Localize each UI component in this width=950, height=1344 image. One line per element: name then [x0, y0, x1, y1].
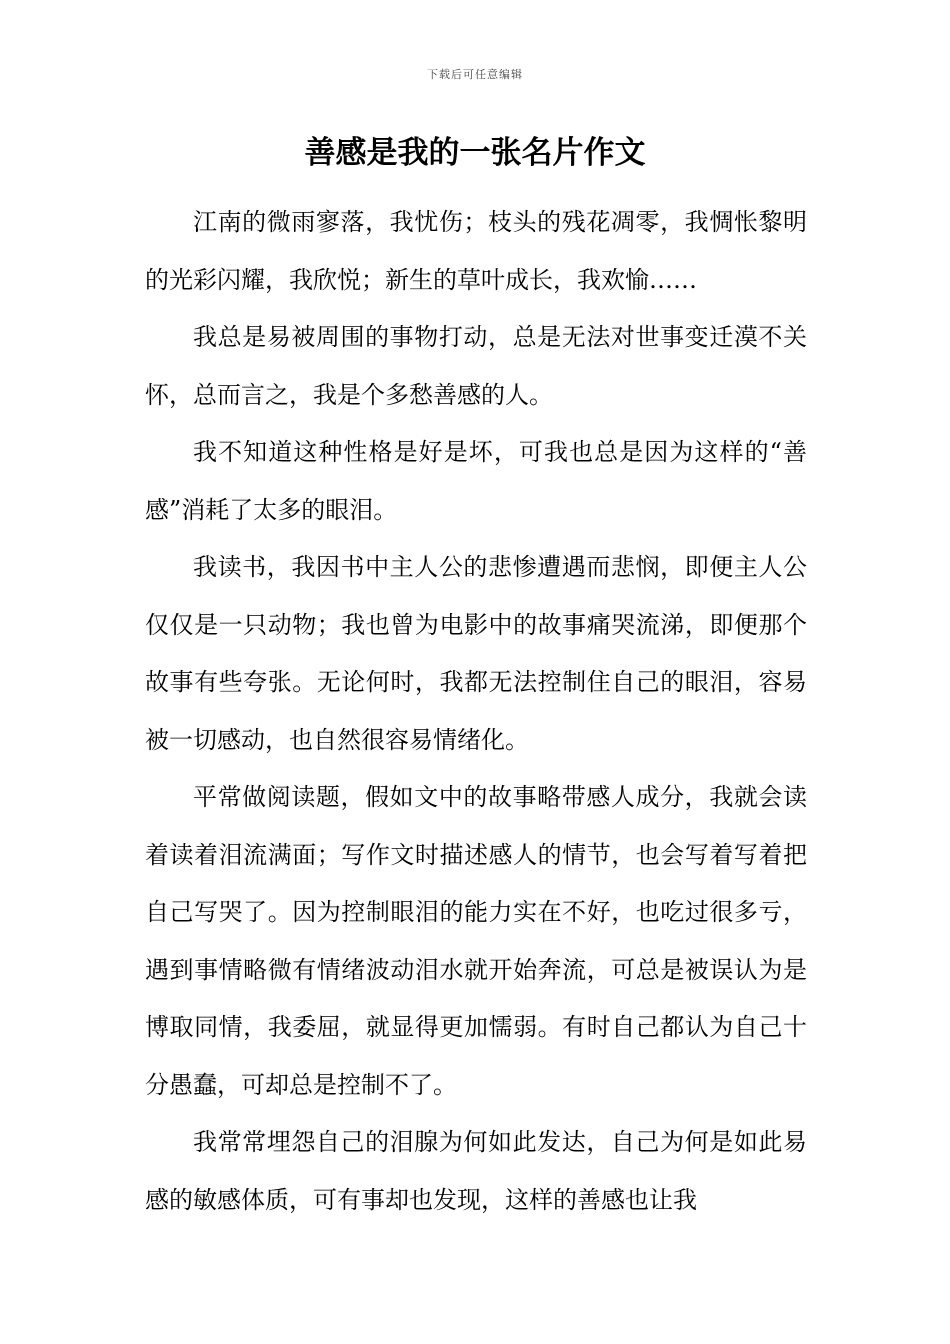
paragraph-3: 我不知道这种性格是好是坏，可我也总是因为这样的“善感”消耗了太多的眼泪。: [145, 438, 807, 524]
header-note: 下载后可任意编辑: [427, 68, 523, 81]
paragraph-2: 我总是易被周围的事物打动，总是无法对世事变迁漠不关怀，总而言之，我是个多愁善感的人。: [145, 323, 807, 409]
essay-body: [145, 194, 807, 1229]
paragraph-4: 我读书，我因书中主人公的悲惨遭遇而悲悯，即便主人公仅仅是一只动物；我也曾为电影中的故事痛哭流涕，即便那个故事有些夸张。无论何时，我都无法控制住自己的眼泪，容易被一切感动，也自然很容易情绪化。: [145, 553, 807, 754]
paragraph-1: 江南的微雨寥落，我忧伤；枝头的残花凋零，我惆怅黎明的光彩闪耀，我欣悦；新生的草叶成长，我欢愉……: [145, 208, 807, 294]
paragraph-5: 平常做阅读题，假如文中的故事略带感人成分，我就会读着读着泪流满面；写作文时描述感人的情节，也会写着写着把自己写哭了。因为控制眼泪的能力实在不好，也吃过很多亏，遇到事情略微有情绪波动泪水就开始奔流，可总是被误认为是博取同情，我委屈，就显得更加懦弱。有时自己都认为自己十分愚蠢，可却总是控制不了。: [145, 783, 807, 1099]
page-title: 善感是我的一张名片作文: [304, 135, 646, 171]
paragraph-6: 我常常埋怨自己的泪腺为何如此发达，自己为何是如此易感的敏感体质，可有事却也发现，这样的善感也让我: [145, 1128, 807, 1214]
